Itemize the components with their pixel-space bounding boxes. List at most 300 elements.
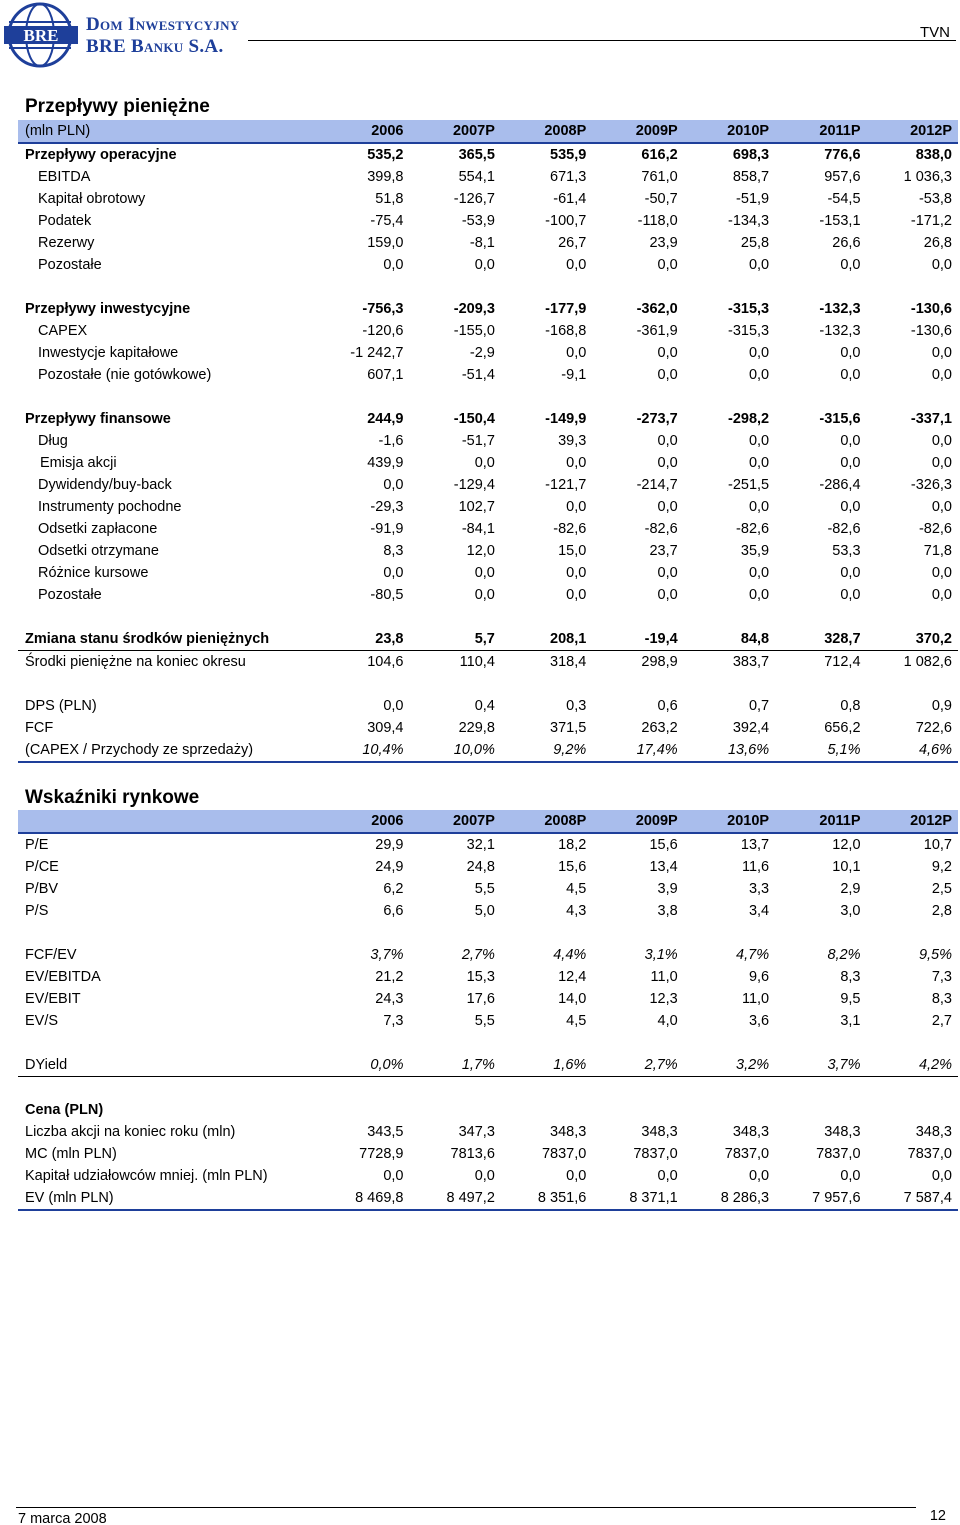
- cell-value: 0,0: [657, 565, 678, 581]
- cell-value: 6,6: [383, 903, 404, 919]
- cell-value: 102,7: [458, 499, 495, 515]
- column-header: 2009P: [592, 120, 683, 143]
- cell-value: 0,0: [931, 367, 952, 383]
- cell-value: [775, 1099, 866, 1121]
- cell-value: 15,0: [558, 543, 587, 559]
- cell-value: 761,0: [641, 169, 678, 185]
- cell-value: [684, 1099, 775, 1121]
- table-row: [18, 900, 958, 922]
- table-row: [18, 1165, 958, 1187]
- cell-value: 23,9: [649, 235, 678, 251]
- cell-value: 6,2: [383, 881, 404, 897]
- cell-value: 0,0: [931, 455, 952, 471]
- column-header: 2009P: [592, 810, 683, 833]
- cell-value: -50,7: [644, 191, 678, 207]
- cell-value: 3,4: [748, 903, 770, 919]
- cell-value: 383,7: [732, 654, 770, 670]
- cell-value: 5,5: [474, 1013, 495, 1029]
- cell-value: 0,4: [474, 698, 495, 714]
- cell-value: -53,9: [461, 213, 495, 229]
- cell-value: -153,1: [819, 213, 861, 229]
- cell-value: 17,6: [466, 991, 495, 1007]
- row-label: Kapitał udziałowców mniej. (mln PLN): [25, 1167, 268, 1184]
- cell-value: -19,4: [592, 628, 683, 651]
- cell-value: 439,9: [367, 455, 404, 471]
- table-row: [18, 254, 958, 276]
- row-label: Odsetki otrzymane: [38, 543, 159, 559]
- cell-value: 0,6: [657, 698, 678, 714]
- cell-value: -51,7: [461, 433, 495, 449]
- table-row: [18, 1143, 958, 1165]
- cell-value: 9,5%: [918, 947, 952, 963]
- row-label: EV/EBIT: [25, 991, 81, 1007]
- cell-value: 9,5: [840, 991, 861, 1007]
- cell-value: -286,4: [819, 477, 861, 493]
- cell-value: 26,6: [832, 235, 861, 251]
- cell-value: 0,0: [566, 499, 587, 515]
- cell-value: 4,2%: [867, 1054, 958, 1077]
- cell-value: 0,0: [748, 345, 770, 361]
- cell-value: -251,5: [727, 477, 770, 493]
- cell-value: -51,9: [736, 191, 770, 207]
- cell-value: 229,8: [458, 720, 495, 736]
- header-label: [18, 810, 318, 833]
- cell-value: -361,9: [636, 323, 678, 339]
- cell-value: 0,0: [840, 455, 861, 471]
- svg-text:BRE: BRE: [23, 26, 59, 45]
- cell-value: 263,2: [641, 720, 678, 736]
- column-header: 2007P: [409, 810, 500, 833]
- cell-value: 53,3: [832, 543, 861, 559]
- cell-value: 9,6: [748, 969, 770, 985]
- table-row: [18, 342, 958, 364]
- cell-value: -82,6: [644, 521, 678, 537]
- cell-value: 0,0: [748, 587, 770, 603]
- page-number: 12: [929, 1508, 946, 1524]
- cell-value: 0,0: [566, 1167, 587, 1184]
- cell-value: 0,0: [657, 455, 678, 471]
- cell-value: 957,6: [824, 169, 861, 185]
- cell-value: 0,0: [840, 433, 861, 449]
- cell-value: 2,8: [931, 903, 952, 919]
- cell-value: 29,9: [375, 837, 404, 853]
- cell-value: -82,6: [918, 521, 952, 537]
- cell-value: 0,0: [566, 257, 587, 273]
- column-header: 2008P: [501, 120, 592, 143]
- cell-value: 0,0: [840, 565, 861, 581]
- header-row: [18, 120, 958, 143]
- cell-value: -51,4: [461, 367, 495, 383]
- cell-value: 0,9: [931, 698, 952, 714]
- table-row: [18, 1121, 958, 1143]
- cell-value: 5,7: [409, 628, 500, 651]
- cell-value: 24,3: [375, 991, 404, 1007]
- row-label: Dywidendy/buy-back: [38, 477, 172, 493]
- cell-value: 0,0: [931, 433, 952, 449]
- cell-value: 23,7: [649, 543, 678, 559]
- cell-value: 4,6%: [867, 739, 958, 762]
- table-row: [18, 584, 958, 606]
- cell-value: -100,7: [545, 213, 587, 229]
- row-label: Przepływy operacyjne: [25, 147, 177, 163]
- cell-value: 3,2%: [684, 1054, 775, 1077]
- bre-logo-icon: [0, 2, 82, 68]
- cell-value: 0,0: [840, 499, 861, 515]
- market-title: Wskaźniki rynkowe: [25, 787, 200, 808]
- cell-value: 0,0: [840, 587, 861, 603]
- cell-value: 7837,0: [633, 1145, 678, 1162]
- cell-value: 12,0: [466, 543, 495, 559]
- cell-value: -315,3: [727, 301, 770, 317]
- row-label: Przepływy inwestycyjne: [25, 301, 191, 317]
- table-row: [18, 143, 958, 166]
- cell-value: 110,4: [459, 654, 495, 670]
- cell-value: 39,3: [558, 433, 587, 449]
- cell-value: -53,8: [918, 191, 952, 207]
- cell-value: 3,1: [840, 1013, 861, 1029]
- spacer-row: [18, 1032, 958, 1054]
- cell-value: 535,2: [367, 147, 404, 163]
- cell-value: 0,0: [748, 1167, 770, 1184]
- column-header: 2011P: [775, 120, 866, 143]
- cell-value: 0,0: [931, 499, 952, 515]
- cell-value: -75,4: [370, 213, 404, 229]
- cell-value: 8,2%: [827, 947, 861, 963]
- cell-value: 3,7%: [370, 947, 404, 963]
- row-label: Instrumenty pochodne: [38, 499, 182, 515]
- header-row: [18, 810, 958, 833]
- table-row: [18, 966, 958, 988]
- cell-value: 0,0: [474, 565, 495, 581]
- cell-value: -171,2: [910, 213, 952, 229]
- cell-value: 328,7: [775, 628, 866, 651]
- cell-value: 7813,6: [450, 1145, 495, 1162]
- cell-value: 858,7: [732, 169, 770, 185]
- cell-value: 343,5: [367, 1123, 404, 1140]
- cell-value: 0,0: [931, 565, 952, 581]
- cell-value: -82,6: [553, 521, 587, 537]
- cell-value: 17,4%: [592, 739, 683, 762]
- cell-value: 0,0: [931, 587, 952, 603]
- cell-value: 0,0: [383, 257, 404, 273]
- cell-value: [867, 1099, 958, 1121]
- cashflow-title: Przepływy pieniężne: [25, 96, 210, 117]
- table-row: [18, 856, 958, 878]
- cell-value: 12,4: [558, 969, 587, 985]
- cell-value: 24,8: [466, 859, 495, 875]
- cell-value: 5,5: [474, 881, 495, 897]
- cell-value: -120,6: [362, 323, 404, 339]
- spacer-row: [18, 276, 958, 298]
- cell-value: -80,5: [370, 587, 404, 603]
- cell-value: 535,9: [550, 147, 587, 163]
- row-label: Kapitał obrotowy: [38, 191, 146, 207]
- cell-value: 4,7%: [736, 947, 770, 963]
- cell-value: 3,7%: [775, 1054, 866, 1077]
- cell-value: 0,0: [840, 257, 861, 273]
- cell-value: 0,0: [748, 565, 770, 581]
- cell-value: 15,6: [649, 837, 678, 853]
- table-row: [18, 628, 958, 651]
- cell-value: -209,3: [453, 301, 495, 317]
- table-row: [18, 878, 958, 900]
- cell-value: 722,6: [915, 720, 952, 736]
- cell-value: 0,0: [474, 257, 495, 273]
- cell-value: 0,0: [931, 1167, 952, 1184]
- cell-value: 0,0: [474, 455, 495, 471]
- row-label: P/S: [25, 903, 49, 919]
- cell-value: 0,0: [748, 367, 770, 383]
- cell-value: 12,3: [649, 991, 678, 1007]
- table-row: [18, 188, 958, 210]
- cell-value: -29,3: [370, 499, 404, 515]
- cell-value: [592, 1099, 683, 1121]
- spacer-row: [18, 606, 958, 628]
- table-row: [18, 232, 958, 254]
- cell-value: 348,3: [732, 1123, 770, 1140]
- footer-rule: [16, 1507, 916, 1508]
- cell-value: 2,7: [931, 1013, 952, 1029]
- cell-value: 0,0: [748, 433, 770, 449]
- cell-value: 0,0: [657, 367, 678, 383]
- table-row: [18, 739, 958, 762]
- row-label: (CAPEX / Przychody ze sprzedaży): [18, 739, 318, 762]
- row-label: FCF: [25, 720, 54, 736]
- table-row: [18, 1054, 958, 1077]
- cell-value: -362,0: [636, 301, 678, 317]
- cell-value: 671,3: [550, 169, 587, 185]
- table-row: [18, 408, 958, 430]
- cell-value: 0,0: [657, 499, 678, 515]
- cell-value: -130,6: [910, 323, 952, 339]
- row-label: P/BV: [25, 881, 59, 897]
- cell-value: 13,7: [740, 837, 770, 853]
- cell-value: 348,3: [824, 1123, 861, 1140]
- cell-value: 0,0: [474, 587, 495, 603]
- cell-value: 26,7: [558, 235, 587, 251]
- cell-value: 347,3: [458, 1123, 495, 1140]
- cell-value: 84,8: [684, 628, 775, 651]
- cell-value: 318,4: [550, 654, 587, 670]
- cell-value: 0,0: [566, 565, 587, 581]
- row-label: EV (mln PLN): [18, 1187, 318, 1210]
- column-header: 2011P: [775, 810, 866, 833]
- cell-value: 0,0: [383, 698, 404, 714]
- cell-value: 26,8: [923, 235, 952, 251]
- cell-value: 8,3: [931, 991, 952, 1007]
- row-label: Dług: [38, 433, 68, 449]
- cell-value: 3,6: [748, 1013, 770, 1029]
- row-label: MC (mln PLN): [25, 1145, 117, 1162]
- cell-value: 8 286,3: [684, 1187, 775, 1210]
- row-label: Podatek: [38, 213, 92, 229]
- row-label: DYield: [18, 1054, 318, 1077]
- cell-value: -1,6: [378, 433, 404, 449]
- brand-line-1: Dom Inwestycyjny: [86, 14, 240, 35]
- cell-value: -130,6: [910, 301, 952, 317]
- cell-value: 2,7%: [592, 1054, 683, 1077]
- cell-value: 0,8: [840, 698, 861, 714]
- cell-value: 4,0: [657, 1013, 678, 1029]
- cell-value: -1 242,7: [350, 345, 404, 361]
- cell-value: 1,6%: [501, 1054, 592, 1077]
- column-header: 2012P: [867, 810, 958, 833]
- table-row: [18, 562, 958, 584]
- cell-value: -214,7: [636, 477, 678, 493]
- cell-value: 607,1: [367, 367, 404, 383]
- cell-value: 0,0: [657, 257, 678, 273]
- cell-value: 71,8: [923, 543, 952, 559]
- cell-value: 15,6: [558, 859, 587, 875]
- table-row: [18, 717, 958, 739]
- cell-value: 309,4: [367, 720, 404, 736]
- cell-value: 0,0: [566, 455, 587, 471]
- table-row: [18, 695, 958, 717]
- cell-value: 0,0: [657, 587, 678, 603]
- row-label: DPS (PLN): [25, 698, 97, 714]
- table-row: [18, 166, 958, 188]
- row-label: Zmiana stanu środków pieniężnych: [18, 628, 318, 651]
- cell-value: 3,8: [657, 903, 678, 919]
- cell-value: 10,4%: [318, 739, 409, 762]
- cell-value: 0,0: [748, 257, 770, 273]
- cell-value: 0,0: [840, 345, 861, 361]
- row-label: Emisja akcji: [40, 455, 117, 471]
- cell-value: 348,3: [915, 1123, 952, 1140]
- column-header: 2012P: [867, 120, 958, 143]
- cell-value: -315,6: [819, 411, 861, 427]
- cell-value: -315,3: [727, 323, 770, 339]
- cell-value: 712,4: [824, 654, 861, 670]
- spacer-row: [18, 386, 958, 408]
- cell-value: 298,9: [641, 654, 678, 670]
- table-row: [18, 1099, 958, 1121]
- cell-value: 776,6: [824, 147, 861, 163]
- cell-value: [501, 1099, 592, 1121]
- cell-value: 7837,0: [816, 1145, 861, 1162]
- cell-value: 8 351,6: [501, 1187, 592, 1210]
- cell-value: 35,9: [740, 543, 770, 559]
- table-row: [18, 474, 958, 496]
- cell-value: 5,0: [474, 903, 495, 919]
- cell-value: 7,3: [383, 1013, 404, 1029]
- cell-value: 0,7: [748, 698, 770, 714]
- cell-value: -273,7: [636, 411, 678, 427]
- cell-value: 0,0: [931, 257, 952, 273]
- cell-value: 0,0: [566, 587, 587, 603]
- cell-value: 348,3: [641, 1123, 678, 1140]
- cell-value: -61,4: [553, 191, 587, 207]
- cell-value: 7 587,4: [867, 1187, 958, 1210]
- cell-value: 18,2: [558, 837, 587, 853]
- market-table: [18, 810, 958, 1211]
- cell-value: 698,3: [732, 147, 770, 163]
- cell-value: -129,4: [453, 477, 495, 493]
- cell-value: -298,2: [727, 411, 770, 427]
- row-label: EBITDA: [38, 169, 91, 185]
- cell-value: 348,3: [550, 1123, 587, 1140]
- cell-value: 25,8: [740, 235, 770, 251]
- cell-value: 24,9: [375, 859, 404, 875]
- spacer-row: [18, 922, 958, 944]
- table-row: [18, 320, 958, 342]
- cell-value: 4,4%: [553, 947, 587, 963]
- cell-value: 10,7: [923, 837, 952, 853]
- cell-value: 159,0: [367, 235, 404, 251]
- cell-value: 32,1: [466, 837, 495, 853]
- table-row: [18, 651, 958, 674]
- cell-value: -177,9: [545, 301, 587, 317]
- cell-value: 7 957,6: [775, 1187, 866, 1210]
- cell-value: 1,7%: [409, 1054, 500, 1077]
- cell-value: 7837,0: [907, 1145, 952, 1162]
- cell-value: -149,9: [545, 411, 587, 427]
- column-header: 2007P: [409, 120, 500, 143]
- cell-value: 3,9: [657, 881, 678, 897]
- row-label: Rezerwy: [38, 235, 95, 251]
- spacer-row: [18, 1077, 958, 1099]
- cell-value: 14,0: [558, 991, 587, 1007]
- cell-value: -134,3: [727, 213, 770, 229]
- row-label: Środki pieniężne na koniec okresu: [25, 654, 246, 670]
- cell-value: 13,4: [649, 859, 678, 875]
- column-header: 2010P: [684, 120, 775, 143]
- cell-value: 208,1: [501, 628, 592, 651]
- row-label: Pozostałe: [38, 257, 102, 273]
- cell-value: 365,5: [458, 147, 495, 163]
- cell-value: 2,9: [840, 881, 861, 897]
- cell-value: 1 036,3: [903, 169, 952, 185]
- cell-value: 51,8: [375, 191, 404, 207]
- cell-value: 0,0%: [318, 1054, 409, 1077]
- cell-value: -756,3: [362, 301, 404, 317]
- cell-value: 0,0: [840, 1167, 861, 1184]
- cashflow-table: [18, 120, 958, 763]
- cell-value: 8 497,2: [409, 1187, 500, 1210]
- cell-value: 616,2: [641, 147, 678, 163]
- cell-value: 21,2: [375, 969, 404, 985]
- header-label: (mln PLN): [18, 120, 318, 143]
- cell-value: -168,8: [545, 323, 587, 339]
- cell-value: 244,9: [367, 411, 404, 427]
- cell-value: 838,0: [915, 147, 952, 163]
- cell-value: 11,0: [741, 991, 770, 1007]
- table-row: [18, 1187, 958, 1210]
- table-row: [18, 1010, 958, 1032]
- cell-value: 371,5: [550, 720, 587, 736]
- cell-value: -118,0: [637, 213, 678, 229]
- table-row: [18, 496, 958, 518]
- cell-value: -82,6: [827, 521, 861, 537]
- cell-value: 10,0%: [409, 739, 500, 762]
- cell-value: 15,3: [466, 969, 495, 985]
- column-header: 2008P: [501, 810, 592, 833]
- cell-value: 0,0: [383, 477, 404, 493]
- cell-value: -9,1: [561, 367, 587, 383]
- cell-value: 9,2%: [501, 739, 592, 762]
- cell-value: -82,6: [736, 521, 770, 537]
- row-label: Przepływy finansowe: [25, 411, 171, 427]
- cell-value: 13,6%: [684, 739, 775, 762]
- brand-line-2: BRE Banku S.A.: [86, 36, 224, 57]
- row-label: CAPEX: [38, 323, 88, 339]
- cell-value: 370,2: [867, 628, 958, 651]
- cell-value: -126,7: [453, 191, 495, 207]
- cell-value: 0,0: [383, 1167, 404, 1184]
- row-label: Różnice kursowe: [38, 565, 149, 581]
- table-row: [18, 833, 958, 856]
- cell-value: 7837,0: [541, 1145, 587, 1162]
